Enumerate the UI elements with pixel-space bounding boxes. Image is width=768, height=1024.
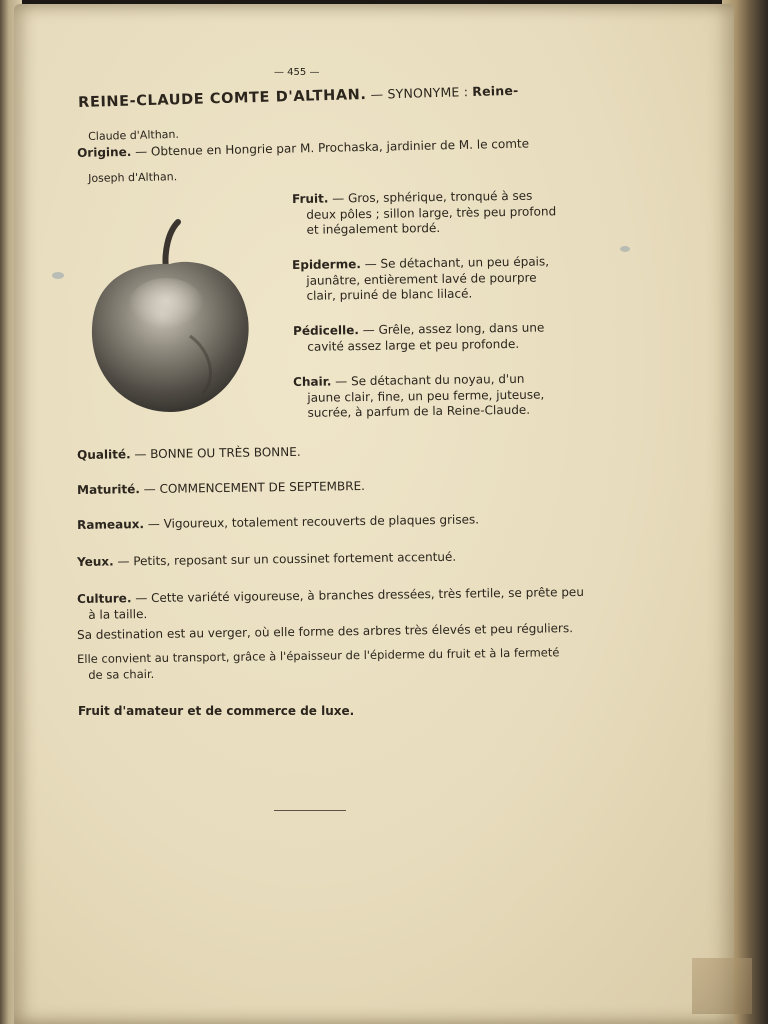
origin-label: Origine. [77,144,132,160]
description-pedicelle [293,320,545,355]
desc-label: Epiderme. [292,257,361,272]
desc-text: — Gros, sphérique, tronqué à ses [328,188,533,206]
origin-line-2: Joseph d'Althan. [88,170,178,185]
variety-name: REINE-CLAUDE COMTE D'ALTHAN. [77,86,367,111]
desc-text: jaunâtre, entièrement lavé de pourpre [306,270,537,288]
desc-text: deux pôles ; sillon large, très peu profond [306,203,557,222]
yeux-label: Yeux. [77,554,114,569]
qualite-text: — BONNE OU TRÈS BONNE. [130,444,301,462]
desc-text: cavité assez large et peu profonde. [307,336,520,354]
transport-text-2: de sa chair. [88,666,155,682]
end-rule [274,810,346,811]
synonym-head: Reine- [472,82,519,99]
yeux-text: — Petits, reposant sur un coussinet fortement accentué. [113,549,457,569]
rameaux-text: — Vigoureux, totalement recouverts de plaques grises. [143,512,480,532]
desc-label: Pédicelle. [293,323,360,338]
desc-text: — Se détachant du noyau, d'un [331,371,525,389]
rameaux-label: Rameaux. [77,517,145,532]
maturite-text: — COMMENCEMENT DE SEPTEMBRE. [139,478,366,497]
paper-stain [52,272,64,279]
paper-stain [620,246,630,252]
closing-line: Fruit d'amateur et de commerce de luxe. [78,704,355,718]
qualite-line [77,445,301,464]
synonym-tail: Claude d'Althan. [88,127,180,143]
desc-text: et inégalement bordé. [306,220,441,237]
transport-text: Elle convient au transport, grâce à l'épaisseur de l'épiderme du fruit et à la fermeté [77,645,560,666]
plum-illustration [90,218,252,416]
description-epiderme [292,254,550,304]
description-chair [293,371,545,421]
corner-thumbnail [692,958,752,1014]
desc-text: jaune clair, fine, un peu ferme, juteuse, [307,386,545,405]
desc-label: Fruit. [292,191,329,206]
description-fruit [292,188,556,238]
desc-text: — Grêle, assez long, dans une [358,320,545,338]
origin-text: — Obtenue en Hongrie par M. Prochaska, jardinier de M. le comte [131,136,530,159]
destination-paragraph: Sa destination est au verger, où elle forme des arbres très élevés et peu réguliers. [77,621,574,642]
desc-label: Chair. [293,374,332,389]
qualite-label: Qualité. [77,447,131,462]
desc-text: clair, pruiné de blanc lilacé. [306,286,473,303]
culture-text: — Cette variété vigoureuse, à branches dressées, très fertile, se prête peu [131,584,584,606]
plum-fruit-icon [90,218,252,416]
desc-text: sucrée, à parfum de la Reine-Claude. [307,402,531,420]
page-number: — 455 — [274,67,320,78]
synonym-label: — SYNONYME : [366,83,473,102]
desc-text: — Se détachant, un peu épais, [360,254,550,272]
maturite-label: Maturité. [77,482,140,497]
culture-text-2: à la taille. [88,606,148,622]
culture-label: Culture. [77,591,132,606]
